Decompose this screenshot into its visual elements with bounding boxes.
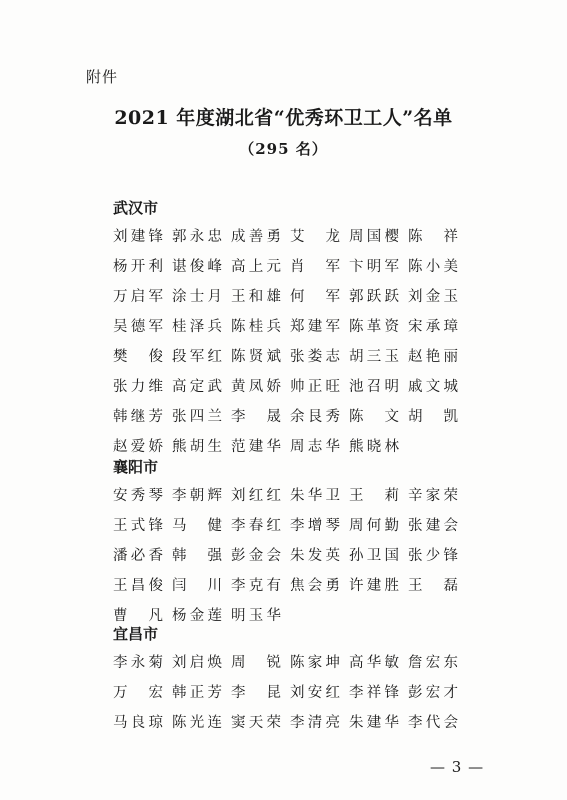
- person-name: 赵爱娇: [113, 439, 163, 455]
- person-name: 艾 龙: [290, 229, 340, 245]
- person-name: 马良琼: [113, 715, 163, 731]
- city-heading: 宜昌市: [113, 625, 159, 643]
- person-name: 陈贤斌: [231, 349, 281, 365]
- section-xiangyang: [113, 455, 473, 631]
- person-name: 韩 强: [172, 548, 222, 564]
- name-list: [113, 648, 473, 738]
- person-name: 彭宏才: [408, 685, 458, 701]
- person-name: 李朝辉: [172, 488, 222, 504]
- honoree-count: （295 名）: [239, 140, 328, 158]
- person-name: 韩继芳: [113, 409, 163, 425]
- person-name: 杨金莲: [172, 608, 222, 624]
- person-name: 陈桂兵: [231, 319, 281, 335]
- person-name: 郭跃跃: [349, 289, 399, 305]
- person-name: 涂士月: [172, 289, 222, 305]
- person-name: 安秀琴: [113, 488, 163, 504]
- person-name: 潘必香: [113, 548, 163, 564]
- person-name: 曹 凡: [113, 608, 163, 624]
- person-name: 马 健: [172, 518, 222, 534]
- person-name: 刘红红: [231, 488, 281, 504]
- section-yichang: [113, 622, 473, 738]
- person-name: 杨开利: [113, 259, 163, 275]
- person-name: 李春红: [231, 518, 281, 534]
- person-name: 范建华: [231, 439, 281, 455]
- person-name: 段军红: [172, 349, 222, 365]
- person-name: 王 莉: [349, 488, 399, 504]
- person-name: 胡 凯: [408, 409, 458, 425]
- person-name: 李增琴: [290, 518, 340, 534]
- person-name: 陈光连: [172, 715, 222, 731]
- name-list: [113, 222, 473, 462]
- person-name: 彭金会: [231, 548, 281, 564]
- person-name: 胡三玉: [349, 349, 399, 365]
- person-name: 熊胡生: [172, 439, 222, 455]
- person-name: 朱建华: [349, 715, 399, 731]
- person-name: 宋承璋: [408, 319, 458, 335]
- person-name: 陈 文: [349, 409, 399, 425]
- person-name: 韩正芳: [172, 685, 222, 701]
- person-name: 王昌俊: [113, 578, 163, 594]
- person-name: 李代会: [408, 715, 458, 731]
- person-name: 明玉华: [231, 608, 281, 624]
- person-name: 张力维: [113, 379, 163, 395]
- person-name: 肖 军: [290, 259, 340, 275]
- person-name: 刘安红: [290, 685, 340, 701]
- person-name: 王 磊: [408, 578, 458, 594]
- person-name: 刘建锋: [113, 229, 163, 245]
- attachment-label: 附件: [86, 68, 119, 86]
- person-name: 朱华卫: [290, 488, 340, 504]
- person-name: 陈家坤: [290, 655, 340, 671]
- person-name: 戚文城: [408, 379, 458, 395]
- person-name: 周 锐: [231, 655, 281, 671]
- person-name: 高定武: [172, 379, 222, 395]
- person-name: 王式锋: [113, 518, 163, 534]
- person-name: 辛家荣: [408, 488, 458, 504]
- person-name: 焦会勇: [290, 578, 340, 594]
- city-heading: 襄阳市: [113, 458, 159, 476]
- person-name: 桂泽兵: [172, 319, 222, 335]
- person-name: 郭永忠: [172, 229, 222, 245]
- section-wuhan: [113, 196, 473, 462]
- person-name: 窦天荣: [231, 715, 281, 731]
- person-name: 卞明军: [349, 259, 399, 275]
- person-name: 谌俊峰: [172, 259, 222, 275]
- person-name: 吴德军: [113, 319, 163, 335]
- person-name: 李清亮: [290, 715, 340, 731]
- person-name: 周何勤: [349, 518, 399, 534]
- person-name: 李祥锋: [349, 685, 399, 701]
- person-name: 周国樱: [349, 229, 399, 245]
- person-name: 池召明: [349, 379, 399, 395]
- person-name: 黄凤娇: [231, 379, 281, 395]
- person-name: 张少锋: [408, 548, 458, 564]
- person-name: 陈革资: [349, 319, 399, 335]
- person-name: 何 军: [290, 289, 340, 305]
- person-name: 李 晟: [231, 409, 281, 425]
- person-name: 赵艳丽: [408, 349, 458, 365]
- person-name: 成善勇: [231, 229, 281, 245]
- person-name: 刘金玉: [408, 289, 458, 305]
- person-name: 王和雄: [231, 289, 281, 305]
- person-name: 李 昆: [231, 685, 281, 701]
- person-name: 孙卫国: [349, 548, 399, 564]
- city-heading: 武汉市: [113, 199, 159, 217]
- person-name: 李永菊: [113, 655, 163, 671]
- person-name: 陈小美: [408, 259, 458, 275]
- person-name: 陈 祥: [408, 229, 458, 245]
- person-name: 许建胜: [349, 578, 399, 594]
- person-name: 熊晓林: [349, 439, 399, 455]
- document-title: 2021 年度湖北省“优秀环卫工人”名单: [114, 107, 453, 129]
- person-name: 余艮秀: [290, 409, 340, 425]
- person-name: 李克有: [231, 578, 281, 594]
- person-name: 张四兰: [172, 409, 222, 425]
- person-name: 万 宏: [113, 685, 163, 701]
- person-name: 高华敏: [349, 655, 399, 671]
- person-name: 樊 俊: [113, 349, 163, 365]
- name-list: [113, 481, 473, 631]
- person-name: 闫 川: [172, 578, 222, 594]
- person-name: 帅正旺: [290, 379, 340, 395]
- person-name: 周志华: [290, 439, 340, 455]
- person-name: 刘启焕: [172, 655, 222, 671]
- person-name: 朱发英: [290, 548, 340, 564]
- person-name: 万启军: [113, 289, 163, 305]
- person-name: 高上元: [231, 259, 281, 275]
- person-name: 张娄志: [290, 349, 340, 365]
- person-name: 张建会: [408, 518, 458, 534]
- person-name: 詹宏东: [408, 655, 458, 671]
- person-name: 郑建军: [290, 319, 340, 335]
- page-number: — 3 —: [430, 758, 485, 776]
